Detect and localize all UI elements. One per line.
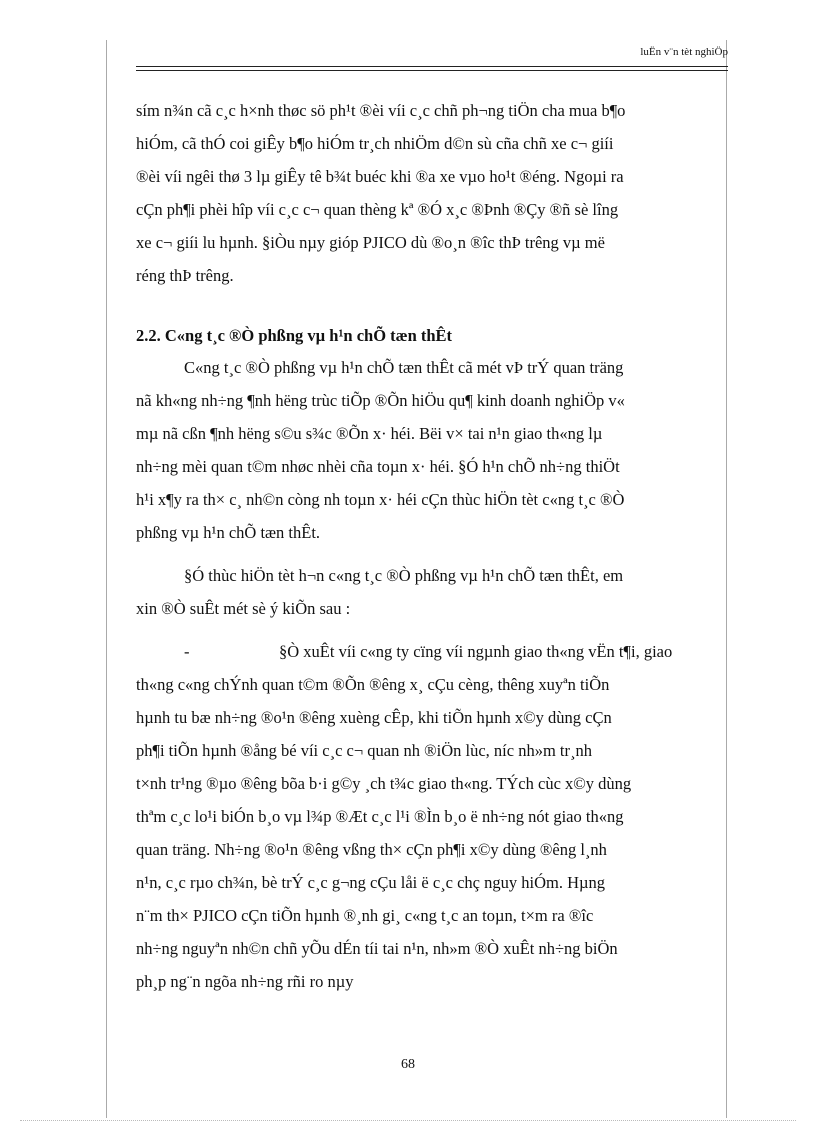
paragraph-1 <box>136 94 719 292</box>
text-line: cÇn ph¶i phèi hîp víi c¸c c¬ quan thèng kª ®Ó x¸c ®Þnh ®Çy ®ñ sè lîng <box>136 200 619 219</box>
bottom-dotted-rule <box>20 1120 796 1121</box>
right-margin-line <box>726 40 727 1118</box>
page-body <box>136 94 719 998</box>
header-rule-top <box>136 66 728 67</box>
paragraph-4 <box>136 635 719 998</box>
section-heading: 2.2. C«ng t¸c ®Ò phßng vµ h¹n chÕ tæn thÊt <box>136 326 453 345</box>
text-line: réng thÞ trêng. <box>136 266 234 285</box>
text-line: phßng vµ h¹n chÕ tæn thÊt. <box>136 523 321 542</box>
text-line: thªm c¸c lo¹i biÓn b¸o vµ l¾p ®Æt c¸c l¹i ®Ìn b¸o ë nh÷ng nót giao th«ng <box>136 807 624 826</box>
text-line: h¹i x¶y ra th× c¸ nh©n còng nh toµn x· héi cÇn thùc hiÖn tèt c«ng t¸c ®Ò <box>136 490 625 509</box>
text-line: mµ nã cßn ¶nh hëng s©u s¾c ®Õn x· héi. Bëi v× tai n¹n giao th«ng lµ <box>136 424 603 443</box>
text-line: xin ®Ò suÊt mét sè ý kiÕn sau : <box>136 599 351 618</box>
running-header: luËn v¨n tèt nghiÖp <box>640 46 728 58</box>
text-line: th«ng c«ng chÝnh quan t©m ®Õn ®êng x¸ cÇu cèng, thêng xuyªn tiÕn <box>136 675 610 694</box>
text-line: ®èi víi ngêi thø 3 lµ giÊy tê b¾t buéc khi ®a xe vµo ho¹t ®éng. Ngoµi ra <box>136 167 624 186</box>
text-line: §Ò xuÊt víi c«ng ty cïng víi ngµnh giao th«ng vËn t¶i, giao <box>279 642 673 661</box>
text-line: nh÷ng nguyªn nh©n chñ yÕu dÉn tíi tai n¹n, nh»m ®Ò xuÊt nh÷ng biÖn <box>136 939 618 958</box>
paragraph-2 <box>136 351 719 549</box>
text-line: quan träng. Nh÷ng ®o¹n ®êng vßng th× cÇn ph¶i x©y dùng ®êng l¸nh <box>136 840 607 859</box>
header-rule-bottom <box>136 70 728 71</box>
text-line: sím n¾n cã c¸c h×nh thøc sö ph¹t ®èi víi c¸c chñ ph¬ng tiÖn cha mua b¶o <box>136 101 626 120</box>
text-line: hiÓm, cã thÓ coi giÊy b¶o hiÓm tr¸ch nhiÖm d©n sù cña chñ xe c¬ giíi <box>136 134 614 153</box>
text-line: nh÷ng mèi quan t©m nhøc nhèi cña toµn x· héi. §Ó h¹n chÕ nh÷ng thiÖt <box>136 457 620 476</box>
text-line: n¹n, c¸c rµo ch¾n, bè trÝ c¸c g¬ng cÇu låi ë c¸c chç nguy hiÓm. Hµng <box>136 873 605 892</box>
bullet-dash: - <box>184 642 190 661</box>
text-line: C«ng t¸c ®Ò phßng vµ h¹n chÕ tæn thÊt cã mét vÞ trÝ quan träng <box>184 358 624 377</box>
text-line: ph¶i tiÕn hµnh ®ång bé víi c¸c c¬ quan nh ®iÖn lùc, níc nh»m tr¸nh <box>136 741 592 760</box>
page-number: 68 <box>401 1057 415 1072</box>
text-line: hµnh tu bæ nh÷ng ®o¹n ®êng xuèng cÊp, khi tiÕn hµnh x©y dùng cÇn <box>136 708 612 727</box>
text-line: §Ó thùc hiÖn tèt h¬n c«ng t¸c ®Ò phßng vµ h¹n chÕ tæn thÊt, em <box>184 566 624 585</box>
text-line: xe c¬ giíi lu hµnh. §iÒu nµy gióp PJICO dù ®o¸n ®îc thÞ trêng vµ më <box>136 233 605 252</box>
text-line: t×nh tr¹ng ®µo ®êng bõa b·i g©y ¸ch t¾c giao th«ng. TÝch cùc x©y dùng <box>136 774 632 793</box>
text-line: nã kh«ng nh÷ng ¶nh hëng trùc tiÕp ®Õn hiÖu qu¶ kinh doanh nghiÖp v« <box>136 391 625 410</box>
text-line: n¨m th× PJICO cÇn tiÕn hµnh ®¸nh gi¸ c«ng t¸c an toµn, t×m ra ®îc <box>136 906 594 925</box>
paragraph-3 <box>136 559 719 625</box>
text-line: ph¸p ng¨n ngõa nh÷ng rñi ro nµy <box>136 972 354 991</box>
left-margin-line <box>106 40 107 1118</box>
